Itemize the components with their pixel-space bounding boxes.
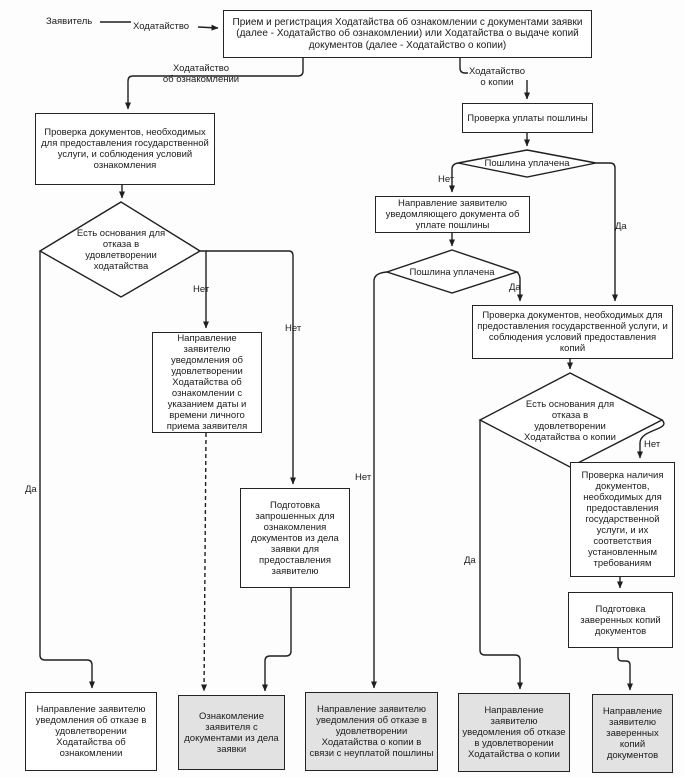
node-refusal-copy-nonpayment: Направление заявителю уведомления об отказе в удовлетворении Ходатайства о копии в связи с неуплатой пошлины: [305, 692, 438, 771]
edge-fee2-no: [374, 272, 387, 688]
label-no-copies: Нет: [644, 439, 661, 450]
edge-prepared-to-familiarization: [265, 588, 291, 691]
branch-label-copy-line2: о копии: [480, 77, 514, 88]
label-yes-familiarization: Да: [25, 484, 37, 495]
label-yes-copies: Да: [464, 555, 476, 566]
applicant-label: Заявитель: [46, 16, 93, 27]
node-familiarization-with-docs: Ознакомление заявителя с документами из дела заявки: [178, 695, 285, 770]
branch-label-familiarization: [146, 63, 256, 85]
diamond-text-grounds-refusal-copies: Есть основания для отказа в удовлетворении Ходатайства о копии: [524, 399, 616, 443]
node-notify-fee-due: Направление заявителю уведомляющего документа об уплате пошлины: [375, 196, 530, 233]
edge-yes-refusal-familiarization: [40, 251, 92, 688]
label-yes-fee-2: Да: [509, 282, 521, 293]
label-no-fee-1: Нет: [438, 174, 455, 185]
node-check-fee-payment: Проверка уплаты пошлины: [462, 103, 593, 133]
edge-dashed-to-familiarization: [204, 433, 206, 691]
petition-label: Ходатайство: [133, 21, 190, 32]
label-yes-fee-1: Да: [615, 221, 627, 232]
node-prepare-requested-docs: Подготовка запрошенных для ознакомления документов из дела заявки для предоставления заявителю: [240, 488, 350, 588]
node-refusal-copy: Направление заявителю уведомления об отказе в удовлетворении Ходатайства о копии: [458, 693, 570, 772]
node-send-certified-copies: Направление заявителю заверенных копий документов: [592, 694, 673, 773]
node-check-docs-availability: Проверка наличия документов, необходимых для предоставления государственной услуги, и их соответствия установленным требованиям: [570, 462, 675, 577]
node-check-docs-copies: Проверка документов, необходимых для предоставления государственной услуги, и соблюдения условий предоставления копий: [472, 305, 673, 359]
edge-prepare-to-send: [618, 648, 630, 690]
diamond-text-grounds-refusal-familiarization: Есть основания для отказа в удовлетворении ходатайства: [76, 228, 166, 272]
label-no-fee-2: Нет: [355, 472, 372, 483]
node-refusal-familiarization: Направление заявителю уведомления об отказе в удовлетворении Ходатайства об ознакомлении: [25, 692, 157, 771]
diamond-text-fee-paid-1: Пошлина уплачена: [484, 157, 570, 169]
node-notify-satisfaction-familiarization: Направление заявителю уведомления об удовлетворении Ходатайства об ознакомлении с указанием даты и времени личного приема заявителя: [152, 332, 262, 433]
node-prepare-certified-copies: Подготовка заверенных копий документов: [568, 592, 673, 648]
edge-fee1-yes: [596, 163, 615, 301]
node-reception: Прием и регистрация Ходатайства об ознакомлении с документами заявки (далее - Ходатайство об ознакомлении) или Ходатайства о выдаче копий документов (далее - Ходатайство о копии): [223, 10, 592, 58]
label-no-familiarization-2: Нет: [285, 323, 302, 334]
branch-label-familiarization-line2: об ознакомлении: [162, 74, 240, 85]
branch-label-copy-line1: Ходатайство: [468, 66, 526, 77]
diamond-text-fee-paid-2: Пошлина уплачена: [409, 266, 495, 278]
label-no-familiarization-1: Нет: [193, 284, 210, 295]
edge-copies-yes-refusal: [480, 420, 520, 689]
node-check-docs-familiarization: Проверка документов, необходимых для предоставления государственной услуги, и соблюдения условий ознакомления: [35, 113, 215, 185]
edge-petition-reception: [198, 27, 218, 28]
branch-label-copy: [462, 66, 532, 88]
branch-label-familiarization-line1: Ходатайство: [172, 63, 230, 74]
